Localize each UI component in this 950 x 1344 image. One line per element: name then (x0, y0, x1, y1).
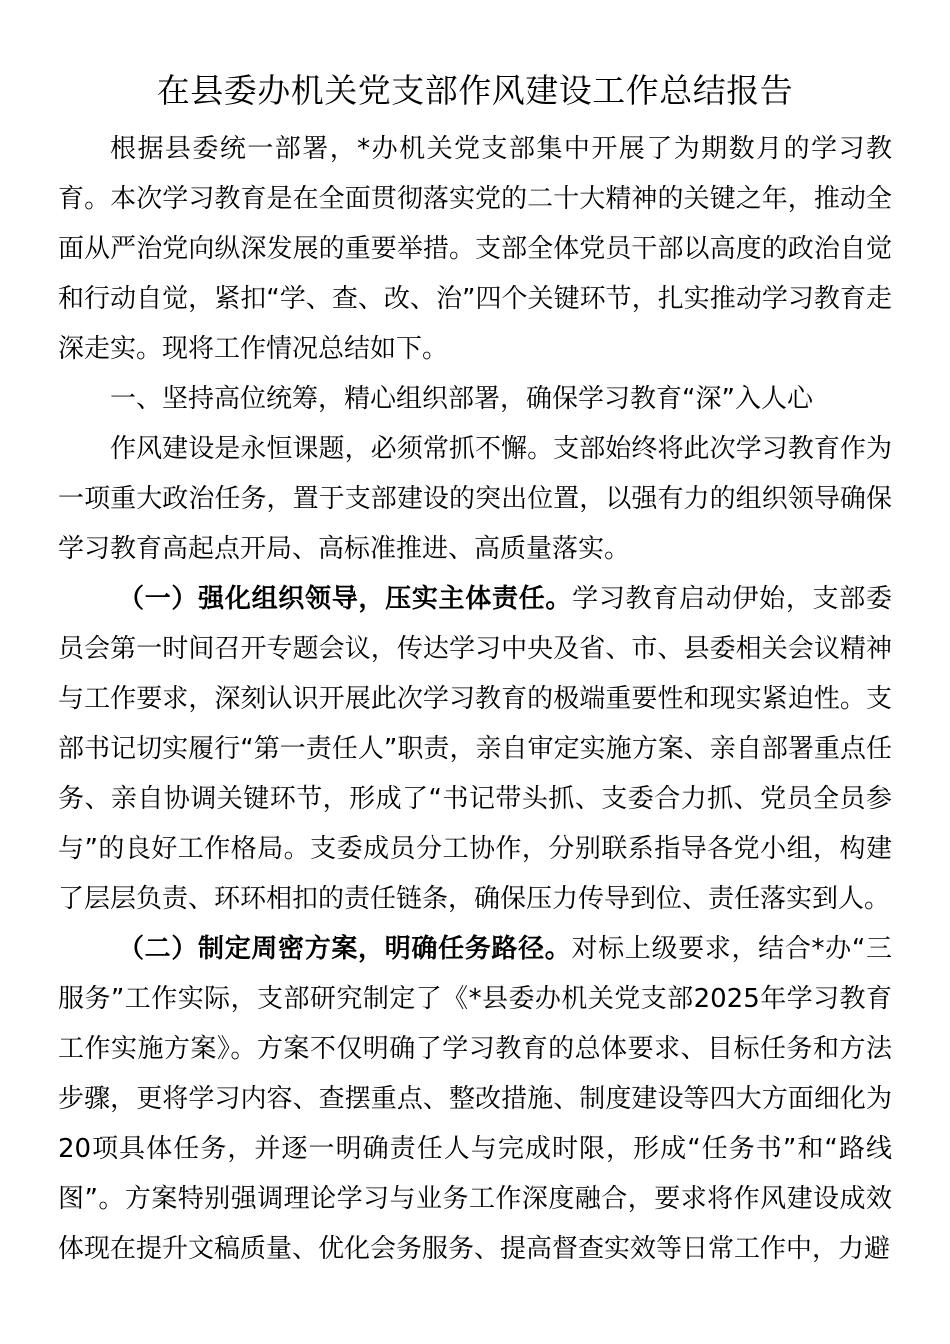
subsection-1-heading: （一）强化组织领导，压实主体责任。 (118, 584, 573, 614)
subsection-1-paragraph (58, 574, 892, 924)
subsection-1-body: 学习教育启动伊始，支部委员会第一时间召开专题会议，传达学习中央及省、市、县委相关会议精神与工作要求，深刻认识开展此次学习教育的极端重要性和现实紧迫性。支部书记切实履行“第一责任人”职责，亲自审定实施方案、亲自部署重点任务、亲自协调关键环节，形成了“书记带头抓、支委合力抓、党员全员参与”的良好工作格局。支委成员分工协作，分别联系指导各党小组，构建了层层负责、环环相扣的责任链条，确保压力传导到位、责任落实到人。 (58, 584, 892, 914)
subsection-2-paragraph (58, 924, 892, 1274)
intro-paragraph: 根据县委统一部署，*办机关党支部集中开展了为期数月的学习教育。本次学习教育是在全面贯彻落实党的二十大精神的关键之年，推动全面从严治党向纵深发展的重要举措。支部全体党员干部以高度的政治自觉和行动自觉，紧扣“学、查、改、治”四个关键环节，扎实推动学习教育走深走实。现将工作情况总结如下。 (58, 134, 892, 364)
section-heading-1: 一、坚持高位统筹，精心组织部署，确保学习教育“深”入人心 (110, 384, 813, 414)
subsection-2-body: 对标上级要求，结合*办“三服务”工作实际，支部研究制定了《*县委办机关党支部2025年学习教育工作实施方案》。方案不仅明确了学习教育的总体要求、目标任务和方法步骤，更将学习内容、查摆重点、整改措施、制度建设等四大方面细化为20项具体任务，并逐一明确责任人与完成时限，形成“任务书”和“路线图”。方案特别强调理论学习与业务工作深度融合，要求将作风建设成效体现在提升文稿质量、优化会务服务、提高督查实效等日常工作中，力避 (58, 934, 892, 1264)
section-1-paragraph: 作风建设是永恒课题，必须常抓不懈。支部始终将此次学习教育作为一项重大政治任务，置于支部建设的突出位置，以强有力的组织领导确保学习教育高起点开局、高标准推进、高质量落实。 (58, 434, 892, 564)
document-title: 在县委办机关党支部作风建设工作总结报告 (156, 71, 794, 110)
subsection-2-heading: （二）制定周密方案，明确任务路径。 (118, 934, 572, 964)
